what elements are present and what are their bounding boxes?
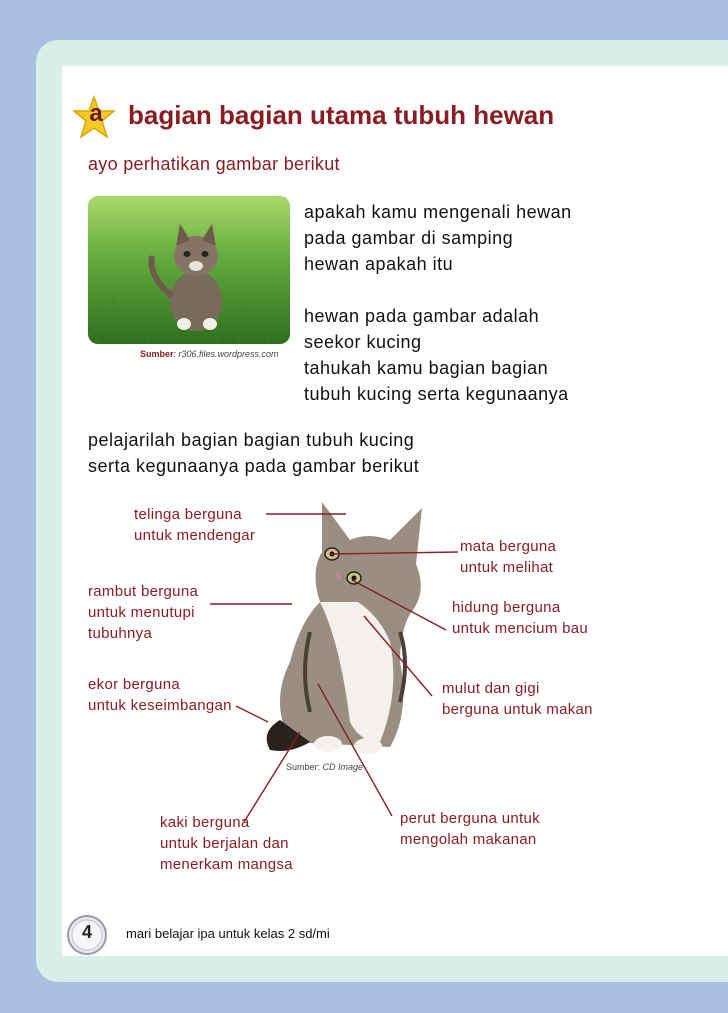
instruction-line-1: pelajarilah bagian bagian tubuh kucing [88, 430, 415, 450]
label-hidung: hidung berguna untuk mencium bau [452, 599, 589, 637]
label-perut: perut berguna untuk mengolah makanan [400, 810, 540, 848]
question-line-1: apakah kamu mengenali hewan [304, 202, 572, 222]
answer-line-1: hewan pada gambar adalah [304, 306, 540, 326]
photo2-source: Sumber: CD Image [286, 762, 364, 772]
section-title: bagian bagian utama tubuh hewan [128, 100, 555, 130]
instruction-line-2: serta kegunaanya pada gambar berikut [88, 456, 420, 476]
label-telinga: telinga berguna untuk mendengar [134, 506, 256, 544]
label-mata: mata berguna untuk melihat [460, 538, 557, 576]
photo1-source: Sumber: r306.files.wordpress.com [140, 349, 279, 359]
ekor-pointer [236, 706, 268, 722]
mulut-pointer [364, 616, 432, 696]
question-line-5: tubuh kucing serta kegunaanya [304, 384, 569, 404]
section-letter: a [89, 100, 103, 127]
kaki-pointer [244, 732, 300, 822]
perut-pointer [318, 684, 392, 816]
question-line-3: hewan apakah itu [304, 254, 454, 274]
page-number: 4 [81, 922, 92, 942]
label-ekor: ekor berguna untuk keseimbangan [88, 676, 232, 714]
label-mulut: mulut dan gigi berguna untuk makan [442, 680, 593, 718]
answer-line-2: seekor kucing [304, 332, 422, 352]
footer-text: mari belajar ipa untuk kelas 2 sd/mi [126, 926, 330, 941]
mata-pointer [330, 552, 458, 554]
section-subtitle: ayo perhatikan gambar berikut [88, 154, 340, 174]
label-kaki: kaki berguna untuk berjalan dan menerkam mangsa [160, 814, 293, 873]
question-line-4: tahukah kamu bagian bagian [304, 358, 549, 378]
hidung-pointer [352, 580, 446, 630]
question-line-2: pada gambar di samping [304, 228, 514, 248]
label-rambut: rambut berguna untuk menutupi tubuhnya [88, 583, 199, 642]
